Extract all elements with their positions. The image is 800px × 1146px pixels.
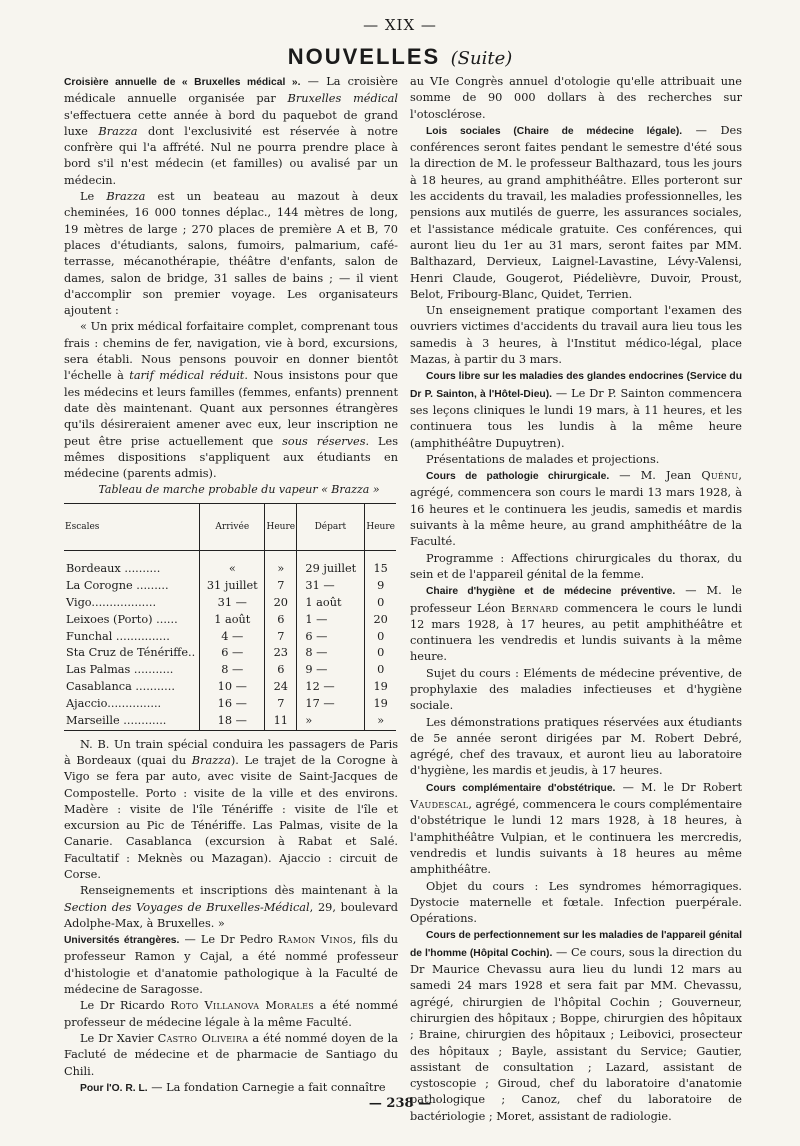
arrivee-cell: 1 août — [200, 611, 265, 628]
depart-cell: 29 juillet — [297, 550, 365, 577]
heure-depart-cell: 15 — [373, 562, 388, 576]
depart-cell: 1 — — [297, 611, 365, 628]
presentations-paragraph: Présentations de malades et projections. — [426, 452, 660, 466]
depart-cell: 17 — — [297, 696, 365, 713]
heure-arrivee-cell: » — [265, 550, 297, 577]
heure-arrivee-cell: 6 — [265, 662, 297, 679]
heure-depart-cell: » — [365, 713, 396, 730]
brazza-paragraph: Le Brazza est un beateau au mazout à deux cheminées, 16 000 tonnes déplac., 144 mètres de long, 19 mètres de large ; 270 places de première A et B, 70 places d'étudiants, salons, fumoirs, palmarium, café-terrasse, mécanothérapie, théâtre d'enfants, salon de dames, salon de bridge, 31 salles de bains ; — il vient d'accomplir son premier voyage. Les organisateurs ajoutent : — [64, 190, 398, 318]
table-row — [64, 578, 396, 595]
heure-depart-cell: 0 — [377, 646, 385, 660]
escale-cell: Leixoes (Porto) ...... — [64, 611, 200, 628]
escale-cell: Ajaccio............... — [64, 696, 200, 713]
quote-paragraph: « Un prix médical forfaitaire complet, comprenant tous frais : chemins de fer, navigation, vie à bord, excursions, sera établi. Nous pensons pouvoir en donner bientôt l'échelle à tarif médical réduit. Nous insistons pour que les médecins et leurs familles (femmes, enfants) prennent date dès maintenant. Quant aux personnes étrangères qu'ils désireraient amener avec eux, leur inscription ne peut être prise actuellement que sous réserves. Les mêmes dispositions s'appliquent aux étudiants en médecine (parents admis). — [64, 320, 398, 481]
depart-cell: 8 — — [297, 645, 365, 662]
schedule-table — [64, 503, 396, 731]
hygiene-heading: Chaire d'hygiène et de médecine préventive. — [426, 586, 676, 598]
obstetrique-paragraph: Cours complémentaire d'obstétrique. — M. le Dr Robert Vaudescal, agrégé, commencera le cours complémentaire d'obstétrique le lundi 12 mars 1928, à 18 heures, à l'amphithéâtre Vulpian, et le continuera les mercredis, vendredis et lundis suivants à 18 heures au même amphithéâtre. — [410, 780, 743, 877]
depart-cell: 1 août — [297, 595, 365, 612]
depart-cell: 6 — — [297, 628, 365, 645]
croisiere-paragraph: Croisière annuelle de « Bruxelles médical ». — La croisière médicale annuelle organisée par Bruxelles médical s'effectuera cette année à bord du paquebot de grand luxe Brazza dont l'exclusivité est réservée à notre confrère qui l'a affrété. Nul ne pourra prendre place à bord s'il n'est médecin (et familles) ou avalisé par un médecin. — [64, 75, 398, 187]
heure-depart-cell: 0 — [377, 595, 385, 609]
heure-arrivee-cell: 23 — [265, 645, 297, 662]
depart-cell: » — [297, 713, 365, 730]
depart-cell: 12 — — [297, 679, 365, 696]
heure-depart-cell: 19 — [373, 697, 388, 711]
table-row — [64, 662, 396, 679]
heure-depart-cell: 0 — [377, 629, 385, 643]
pathologie-paragraph: Cours de pathologie chirurgicale. — M. Jean Quénu, agrégé, commencera son cours le mardi 13 mars 1928, à 16 heures et le continuera les jeudis, samedis et mardis suivants à la même heure, au grand amphithéâtre de la Faculté. — [410, 469, 743, 549]
hygiene-paragraph: Chaire d'hygiène et de médecine préventive. — M. le professeur Léon Bernard commencera le cours le lundi 12 mars 1928, à 17 heures, au petit amphithéâtre et continuera les vendredis et lundis suivants à la même heure. — [410, 584, 742, 664]
universites-heading: Universités étrangères. — [64, 935, 180, 947]
arrivee-cell: 10 — — [200, 679, 265, 696]
croisiere-heading: Croisière annuelle de « Bruxelles médical ». — [64, 77, 301, 88]
left-column — [64, 74, 398, 1097]
schedule-header-row — [64, 503, 396, 550]
orl-heading: Pour l'O. R. L. — [80, 1082, 148, 1094]
header-escales: Escales — [64, 503, 200, 550]
perfectionnement-heading: Cours de perfectionnement sur les maladies de l'appareil génital de l'homme (Hôpital Cochin). — [410, 930, 742, 959]
heure-depart-cell: 9 — [377, 578, 385, 592]
sujet-paragraph: Sujet du cours : Eléments de médecine préventive, de prophylaxie des maladies infectieuses et d'hygiène sociale. — [410, 666, 742, 713]
orl-paragraph: Pour l'O. R. L. — La fondation Carnegie a fait connaître — [80, 1080, 386, 1094]
lois-heading: Lois sociales (Chaire de médecine légale). — [426, 125, 683, 137]
page-title — [0, 44, 800, 70]
escale-cell: Marseille ............ — [64, 713, 200, 730]
lois-paragraph: Lois sociales (Chaire de médecine légale). — Des conférences seront faites pendant le semestre d'été sous la direction de M. le professeur Balthazard, tous les jours à 18 heures, au grand amphithéâtre. Elles porteront sur les accidents du travail, les maladies professionnelles, les pensions aux mutilés de guerre, les assurances sociales, et l'assistance médicale gratuite. Ces conférences, qui auront lieu du 1er au 31 mars, seront faites par MM. Balthazard, Dervieux, Laignel-Lavastine, Lévy-Valensi, Henri Claude, Gougerot, Piédelièvre, Duvoir, Proust, Belot, Fribourg-Blanc, Quidet, Terrien. — [410, 123, 742, 301]
table-row — [64, 550, 396, 577]
title-suite: (Suite) — [450, 48, 513, 69]
escale-cell: Las Palmas ........... — [64, 662, 200, 679]
heure-depart-cell: 19 — [373, 680, 388, 694]
enseignement-paragraph: Un enseignement pratique comportant l'examen des ouvriers victimes d'accidents du travail aura lieu tous les samedis à 3 heures, à l'Institut médico-légal, place Mazas, à partir du 3 mars. — [410, 304, 742, 367]
header-arrivee: Arrivée — [200, 503, 265, 550]
table-row — [64, 595, 396, 612]
escale-cell: Sta Cruz de Ténériffe.. — [64, 645, 200, 662]
pathologie-heading: Cours de pathologie chirurgicale. — [426, 471, 610, 483]
arrivee-cell: « — [200, 550, 265, 577]
header-heure-depart: Heure — [365, 503, 396, 550]
arrivee-cell: 31 — — [200, 595, 265, 612]
arrivee-cell: 31 juillet — [200, 578, 265, 595]
escale-cell: Funchal ............... — [64, 628, 200, 645]
escale-cell: La Corogne ......... — [64, 578, 200, 595]
page-roman-numeral: — XIX — — [363, 16, 437, 34]
table-row — [64, 696, 396, 713]
heure-arrivee-cell: 7 — [265, 696, 297, 713]
escale-cell: Vigo.................. — [64, 595, 200, 612]
depart-cell: 31 — — [297, 578, 365, 595]
table-row — [64, 713, 396, 730]
perfectionnement-paragraph: Cours de perfectionnement sur les maladies de l'appareil génital de l'homme (Hôpital Cochin). — Ce cours, sous la direction du Dr Maurice Chevassu aura lieu du lundi 12 mars au samedi 24 mars 1928 et sera fait par MM. Chevassu, agrégé, chirurgien de l'hôpital Cochin ; Gouverneur, chirurgien des hôpitaux ; Boppe, chirurgien des hôpitaux ; Braine, chirurgien des hôpitaux ; Leibovici, prosecteur des hôpitaux ; Bayle, assistant du Service; Gautier, assistant de consultation ; Lazard, assistant de cystoscopie ; Giroud, chef du laboratoire d'anatomie pathologique ; Canoz, chef du laboratoire de bactériologie ; Moret, assistant de radiologie. — [410, 930, 742, 1123]
nb-paragraph: N. B. Un train spécial conduira les passagers de Paris à Bordeaux (quai du Brazza). Le trajet de la Corogne à Vigo se fera par auto, avec visite de Saint-Jacques de Compostelle. Porto : visite de la ville et des environs. Madère : visite de l'île Ténériffe : visite de l'île et excursion au Pic de Ténériffe. Las Palmas, visite de la Canarie. Casablanca (excursion à Rabat et Salé. Facultatif : Meknès ou Mazagan). Ajaccio : circuit de Corse. — [64, 737, 398, 881]
escale-cell: Bordeaux .......... — [64, 550, 200, 577]
arrivee-cell: 6 — — [200, 645, 265, 662]
heure-depart-cell: 20 — [373, 612, 388, 626]
arrivee-cell: 18 — — [200, 713, 265, 730]
programme-paragraph: Programme : Affections chirurgicales du thorax, du sein et de l'appareil génital de la femme. — [410, 551, 742, 581]
heure-arrivee-cell: 11 — [265, 713, 297, 730]
orl-continuation: au VIe Congrès annuel d'otologie qu'elle attribuait une somme de 90 000 dollars à des recherches sur l'otosclérose. — [410, 75, 742, 121]
heure-depart-cell: 0 — [377, 663, 385, 677]
heure-arrivee-cell: 6 — [265, 611, 297, 628]
table-row — [64, 645, 396, 662]
endocrines-paragraph: Cours libre sur les maladies des glandes endocrines (Service du Dr P. Sainton, à l'Hôtel-Dieu). — Le Dr P. Sainton commencera ses leçons cliniques le lundi 19 mars, à 11 heures, et les continuera tous les lundis à la même heure (amphithéâtre Dupuytren). — [410, 371, 742, 450]
demonstrations-paragraph: Les démonstrations pratiques réservées aux étudiants de 5e année seront dirigées par M. Robert Debré, agrégé, chef des travaux, et auront lieu au laboratoire d'hygiène, les mardis et jeudis, à 17 heures. — [410, 715, 742, 778]
table-row — [64, 611, 396, 628]
roto-paragraph: Le Dr Ricardo Roto Villanova Morales a été nommé professeur de médecine légale à la même Faculté. — [64, 999, 399, 1029]
arrivee-cell: 8 — — [200, 662, 265, 679]
obstetrique-heading: Cours complémentaire d'obstétrique. — [426, 782, 616, 794]
table-row — [64, 679, 396, 696]
heure-arrivee-cell: 24 — [265, 679, 297, 696]
arrivee-cell: 16 — — [200, 696, 265, 713]
right-column — [410, 74, 742, 1125]
page-number: — 238 — — [368, 1096, 432, 1111]
title-main: NOUVELLES — [287, 44, 441, 69]
objet-paragraph: Objet du cours : Les syndromes hémorragiques. Dystocie maternelle et fœtale. Infection puerpérale. Opérations. — [410, 879, 742, 926]
heure-arrivee-cell: 7 — [265, 578, 297, 595]
arrivee-cell: 4 — — [200, 628, 265, 645]
header-heure-arrivee: Heure — [265, 503, 297, 550]
escale-cell: Casablanca ........... — [64, 679, 200, 696]
renseignements-paragraph: Renseignements et inscriptions dès maintenant à la Section des Voyages de Bruxelles-Médical, 29, boulevard Adolphe-Max, à Bruxelles. » — [64, 884, 398, 930]
heure-arrivee-cell: 7 — [265, 628, 297, 645]
endocrines-heading: Cours libre sur les maladies des glandes endocrines (Service du Dr P. Sainton, à l'Hôtel-Dieu). — [410, 371, 742, 400]
castro-paragraph: Le Dr Xavier Castro Oliveira a été nommé doyen de la Facluté de médecine et de pharmacie de Santiago du Chili. — [64, 1031, 398, 1078]
universites-paragraph: Universités étrangères. — Le Dr Pedro Ramon Vinos, fils du professeur Ramon y Cajal, a été nommé professeur d'histologie et d'anatomie pathologique à la Faculté de médecine de Saragosse. — [64, 933, 398, 997]
header-depart: Départ — [297, 503, 365, 550]
table-row — [64, 628, 396, 645]
heure-arrivee-cell: 20 — [265, 595, 297, 612]
depart-cell: 9 — — [297, 662, 365, 679]
table-caption: Tableau de marche probable du vapeur « Brazza » — [98, 483, 380, 497]
